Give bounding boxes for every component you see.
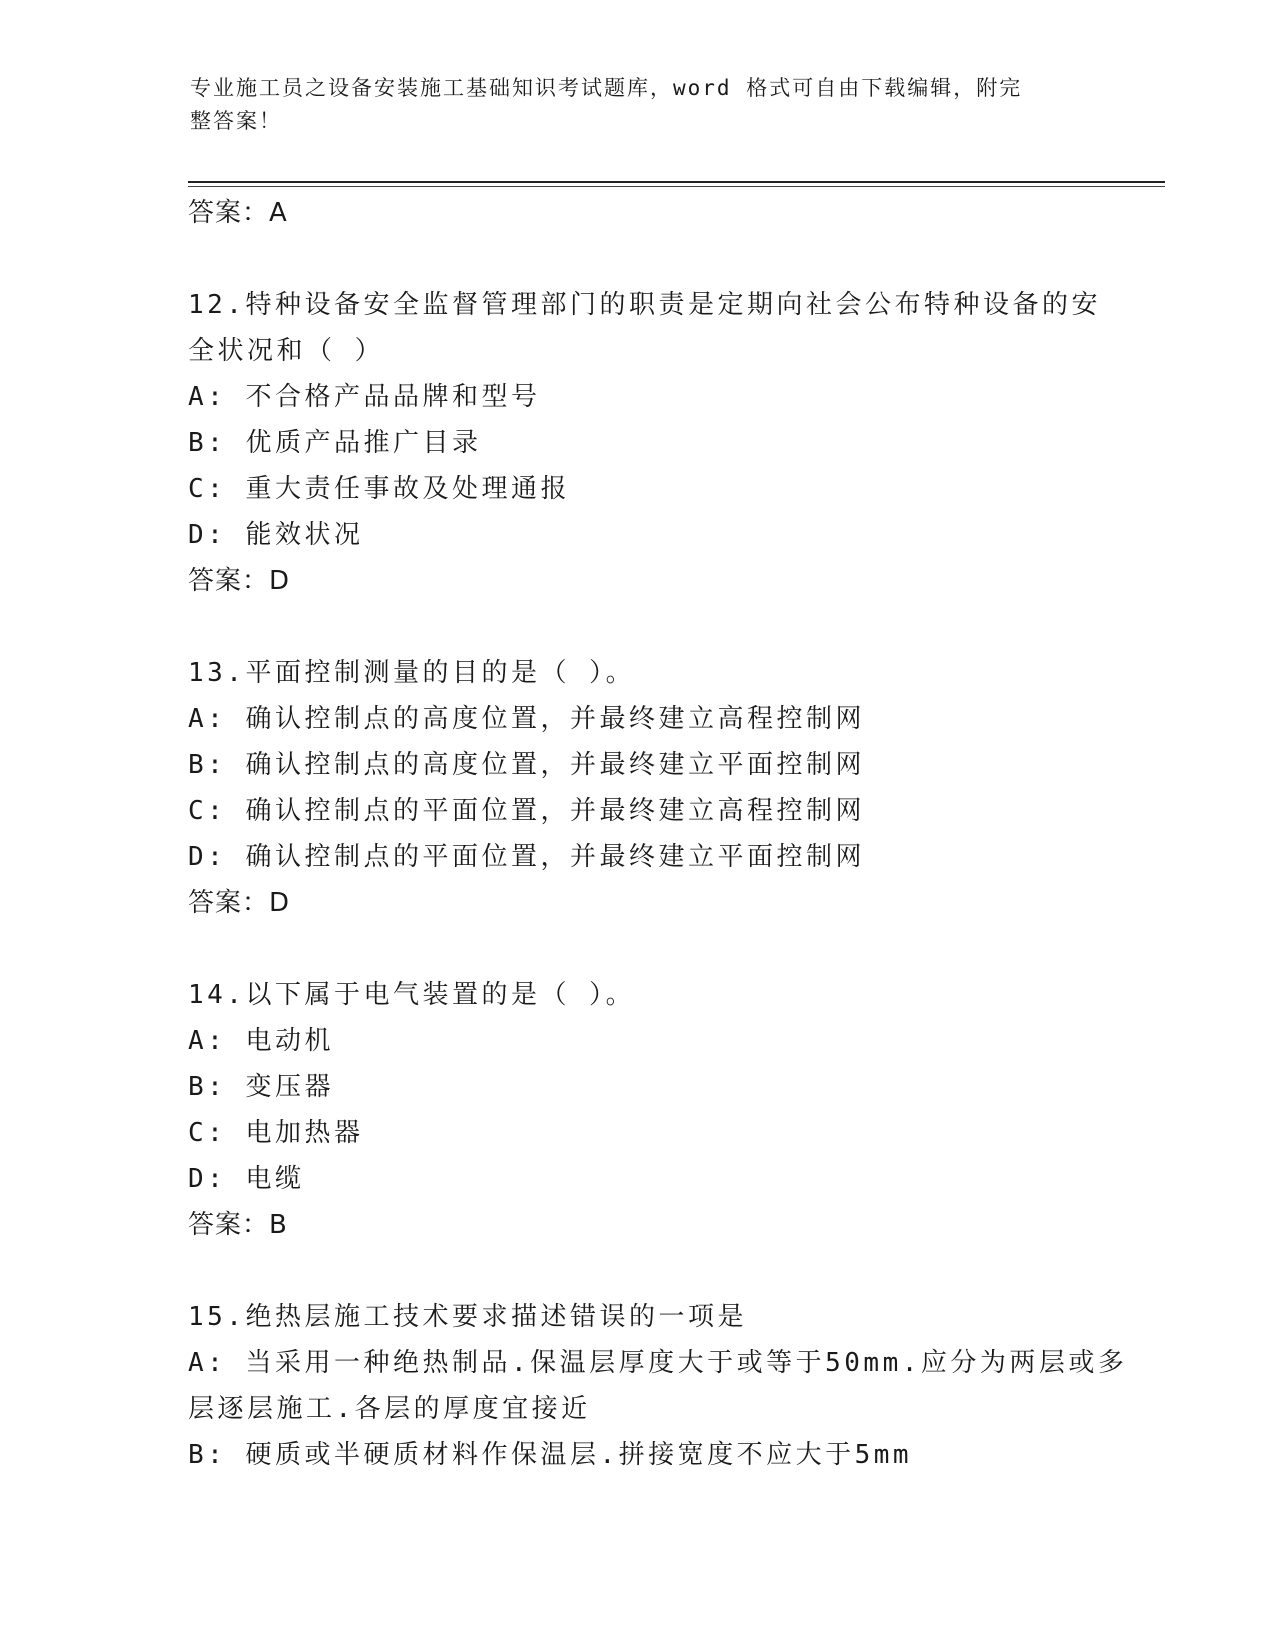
question-12: [188, 282, 1101, 604]
answer-prev: 答案：A: [188, 198, 288, 228]
question-title: 12.特种设备安全监督管理部门的职责是定期向社会公布特种设备的安: [188, 290, 1101, 320]
option-a: A: 当采用一种绝热制品.保温层厚度大于或等于50mm.应分为两层或多: [188, 1348, 1128, 1378]
header-divider-thin: [188, 186, 1165, 187]
option-a-cont: 层逐层施工.各层的厚度宜接近: [188, 1394, 591, 1424]
document-header: [190, 72, 1090, 138]
question-title: 15.绝热层施工技术要求描述错误的一项是: [188, 1302, 747, 1332]
option-a: A: 确认控制点的高度位置，并最终建立高程控制网: [188, 704, 865, 734]
option-c: C: 电加热器: [188, 1118, 364, 1148]
question-15: [188, 1294, 1128, 1478]
answer: 答案：B: [188, 1210, 288, 1240]
option-b: B: 变压器: [188, 1072, 334, 1102]
option-b: B: 优质产品推广目录: [188, 428, 482, 458]
option-a: A: 电动机: [188, 1026, 334, 1056]
header-divider: [188, 181, 1165, 183]
question-title: 13.平面控制测量的目的是（ ）。: [188, 658, 636, 688]
option-b: B: 确认控制点的高度位置，并最终建立平面控制网: [188, 750, 865, 780]
option-a: A: 不合格产品品牌和型号: [188, 382, 541, 412]
option-b: B: 硬质或半硬质材料作保温层.拼接宽度不应大于5mm: [188, 1440, 913, 1470]
question-14: [188, 972, 1088, 1248]
option-d: D: 能效状况: [188, 520, 364, 550]
question-list: [188, 190, 1128, 1478]
header-line-1: 专业施工员之设备安装施工基础知识考试题库，word 格式可自由下载编辑，附完: [190, 76, 1023, 100]
answer: 答案：D: [188, 566, 291, 596]
option-c: C: 确认控制点的平面位置，并最终建立高程控制网: [188, 796, 865, 826]
option-d: D: 电缆: [188, 1164, 305, 1194]
question-title: 14.以下属于电气装置的是（ ）。: [188, 980, 636, 1010]
option-d: D: 确认控制点的平面位置，并最终建立平面控制网: [188, 842, 865, 872]
question-title-cont: 全状况和（ ）: [188, 336, 385, 366]
header-line-2: 整答案！: [190, 109, 282, 133]
question-13: [188, 650, 1088, 926]
option-c: C: 重大责任事故及处理通报: [188, 474, 570, 504]
answer: 答案：D: [188, 888, 291, 918]
